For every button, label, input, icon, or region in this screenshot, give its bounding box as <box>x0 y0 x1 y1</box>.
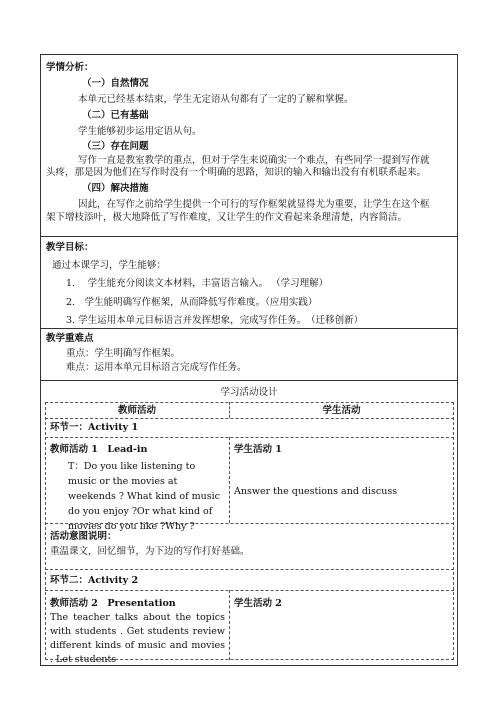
paragraph: 重点：学生明确写作框架。 <box>66 348 181 359</box>
list-item: 3. 学生运用本单元目标语言并发挥想象，完成写作任务。 （迁移创新） <box>66 315 364 326</box>
teacher-activity-label: 教师活动 2 Presentation <box>50 598 176 609</box>
paragraph: 难点：运用本单元目标语言完成写作任务。 <box>66 362 247 373</box>
section-title: （四）解决措施 <box>82 183 149 194</box>
table-rule <box>229 437 230 523</box>
table-rule <box>229 590 230 660</box>
teacher-activity-text: T：Do you like listening to music or the movies at weekends ? What kind of music do you enjoy ?Or what kind of movies do you like ?Why ? <box>68 461 220 532</box>
section-label: 环节一：Activity 1 <box>50 422 139 433</box>
activity-design-title: 学习活动设计 <box>220 387 278 398</box>
teacher-activity-text: The teacher talks about the topics with students . Get students review different kinds of music and movies . Let students <box>50 612 225 665</box>
divider <box>40 236 458 237</box>
intent-text: 重温课文，回忆细节，为下边的写作打好基础。 <box>50 546 250 557</box>
table-rule <box>45 437 454 438</box>
intent-label: 活动意图说明： <box>50 531 117 542</box>
section-title: （二）已有基础 <box>82 110 149 121</box>
paragraph: 头疼，那是因为他们在写作时没有一个明确的思路，知识的输入和输出没有有机联系起来。 <box>46 167 427 178</box>
section-title: （三）存在问题 <box>82 141 149 152</box>
student-activity-label: 学生活动 1 <box>234 444 282 455</box>
paragraph: 因此，在写作之前给学生提供一个可行的写作框架就显得尤为重要，让学生在这个框 <box>78 199 430 210</box>
student-activity-label: 学生活动 2 <box>234 598 282 609</box>
goals-heading: 教学目标： <box>46 242 94 253</box>
section-title: （一）自然情况 <box>82 78 149 89</box>
list-item: 2. 学生能明确写作框架，从而降低写作难度。（应用实践） <box>66 297 318 308</box>
column-header-student: 学生活动 <box>322 405 361 416</box>
divider <box>40 380 458 381</box>
table-rule <box>45 569 454 570</box>
divider <box>40 328 458 329</box>
teacher-activity-label: 教师活动 1 Lead-in <box>50 444 148 455</box>
student-activity-text: Answer the questions and discuss <box>234 486 398 497</box>
paragraph: 学生能够初步运用定语从句。 <box>78 126 202 137</box>
paragraph: 架下增枝添叶，极大地降低了写作难度，又让学生的作文看起来条理清楚，内容简洁。 <box>46 212 408 223</box>
keypoints-heading: 教学重难点 <box>46 333 94 344</box>
table-rule <box>45 590 454 591</box>
list-item: 1. 学生能充分阅读文本材料，丰富语言输入。 （学习理解） <box>66 278 329 289</box>
paragraph: 本单元已经基本结束，学生无定语从句都有了一定的了解和掌握。 <box>78 94 354 105</box>
column-header-teacher: 教师活动 <box>117 405 156 416</box>
paragraph: 写作一直是教室教学的重点，但对于学生来说确实一个难点，有些同学一提到写作就 <box>78 155 430 166</box>
section-label: 环节二：Activity 2 <box>50 575 139 586</box>
paragraph: 通过本课学习，学生能够： <box>52 260 167 271</box>
table-rule <box>45 418 454 419</box>
situation-heading: 学情分析： <box>46 62 94 73</box>
